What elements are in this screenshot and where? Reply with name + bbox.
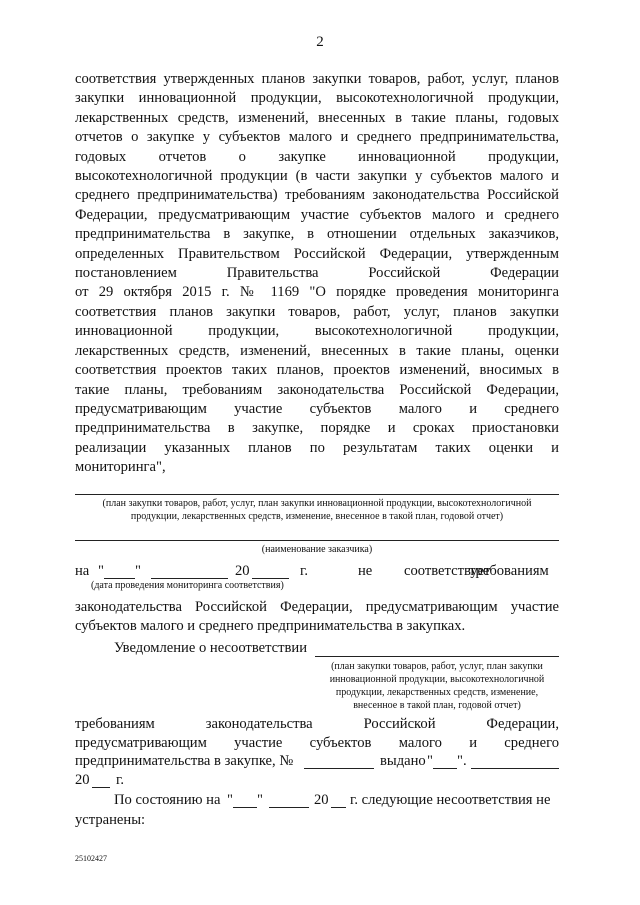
document-code: 25102427	[75, 854, 107, 863]
paragraph-line: предпринимательства в закупке, порядке и сроках приостановки	[75, 420, 559, 437]
paragraph-line: предусматривающим участие субъектов малого и среднего	[75, 400, 559, 417]
paragraph-line: субъектов малого и среднего предпринимательства в закупках.	[75, 618, 466, 635]
date-na: на	[75, 563, 90, 579]
issued-month-blank	[471, 755, 559, 769]
month-blank	[151, 565, 228, 579]
paragraph-line: законодательства Российской Федерации, предусматривающим участие	[75, 599, 559, 615]
word-trebovaniyam: требованиям	[469, 563, 549, 579]
paragraph-line: требованиям законодательства Российской Федерации,	[75, 716, 559, 732]
date-quote-close: "	[135, 563, 141, 579]
issued-g: г.	[116, 772, 124, 788]
status-month-blank	[269, 794, 309, 808]
issued-line	[75, 753, 559, 772]
issued-quote-close: ".	[457, 753, 467, 769]
plan-caption	[75, 497, 559, 523]
caption-line: (план закупки товаров, работ, услуг, план закупки	[331, 661, 543, 672]
paragraph-line: инновационной продукции, высокотехнологичной продукции,	[75, 323, 559, 340]
caption-line: инновационной продукции, высокотехнологичной	[329, 674, 545, 685]
caption-line: продукции, лекарственных средств, изменение,	[335, 687, 539, 698]
status-quote-open: "	[227, 792, 233, 808]
paragraph-line: от 29 октября 2015 г. № 1169 "О порядке проведения мониторинга	[75, 284, 559, 301]
paragraph-line: соответствия проектов таких планов, проектов изменений, вносимых в	[75, 362, 559, 379]
date-g: г.	[300, 563, 308, 579]
number-blank	[304, 755, 374, 769]
status-quote-close: "	[257, 792, 263, 808]
word-sootvetstvuet: соответствует	[404, 563, 491, 579]
paragraph-line: лекарственных средств, изменений, внесенных в такие планы, годовых	[75, 109, 559, 126]
customer-caption: (наименование заказчика)	[261, 544, 373, 555]
notice-label: Уведомление о несоответствии	[114, 640, 308, 656]
notice-caption	[315, 660, 559, 712]
paragraph-line: предпринимательства в закупке, в отношении отдельных заказчиков,	[75, 226, 559, 243]
status-suffix: г. следующие несоответствия не	[350, 792, 551, 808]
paragraph-line: Федерации, предусматривающим участие субъектов малого и среднего	[75, 206, 559, 223]
status-year-blank	[331, 794, 346, 808]
page-number: 2	[316, 34, 324, 50]
caption-line: внесенное в такой план, годовой отчет)	[353, 700, 521, 711]
paragraph-line: предусматривающим участие субъектов малого и среднего	[75, 735, 559, 752]
paragraph-line: лекарственных средств, изменений, внесенных в такие планы, оценки	[75, 342, 559, 359]
status-line	[114, 792, 559, 811]
issued-word: выдано	[380, 753, 426, 769]
plan-fill-line	[75, 494, 559, 495]
paragraph-line: мониторинга",	[75, 459, 166, 476]
status-end: устранены:	[75, 812, 146, 828]
issued-year: 20	[75, 772, 90, 788]
word-ne: не	[358, 563, 373, 579]
notice-fill-line	[315, 656, 559, 657]
paragraph-line: годовых отчетов о закупке инновационной продукции,	[75, 148, 559, 165]
day-blank	[104, 565, 135, 579]
caption-line: (план закупки товаров, работ, услуг, план закупки инновационной продукции, высокотехнологичной	[102, 498, 532, 509]
status-day-blank	[233, 794, 257, 808]
paragraph-line: соответствия утвержденных планов закупки товаров, работ, услуг, планов	[75, 71, 559, 87]
issued-day-blank	[433, 755, 457, 769]
main-paragraph	[75, 70, 559, 478]
paragraph-line: реализации указанных планов по результатам таких оценки и	[75, 439, 559, 456]
paragraph-line: высокотехнологичной продукции (в части закупки у субъектов малого и	[75, 168, 559, 185]
issued-prefix: предпринимательства в закупке, №	[75, 753, 294, 769]
paragraph-line: определенных Правительством Российской Федерации, утвержденным	[75, 245, 559, 262]
customer-fill-line	[75, 540, 559, 541]
requirement-paragraph	[75, 715, 559, 754]
paragraph-line: такие планы, требованиям законодательства Российской Федерации,	[75, 381, 559, 398]
paragraph-line: закупки инновационной продукции, высокотехнологичной продукции,	[75, 90, 559, 107]
year-blank	[252, 565, 289, 579]
paragraph-line: отчетов о закупке у субъектов малого и среднего предпринимательства,	[75, 129, 559, 146]
paragraph-line: соответствия планов закупки товаров, работ, услуг, планов закупки	[75, 303, 559, 320]
law-paragraph	[75, 598, 559, 637]
issued-quote-open: "	[427, 753, 433, 769]
issued-year-blank	[92, 774, 110, 788]
paragraph-line: постановлением Правительства Российской Федерации	[75, 265, 559, 282]
paragraph-line: среднего предпринимательства) требованиям законодательства Российской	[75, 187, 559, 204]
status-year: 20	[314, 792, 329, 808]
date-caption: (дата проведения мониторинга соответствия)	[91, 580, 284, 591]
issued-year-line	[75, 772, 195, 791]
status-prefix: По состоянию на	[114, 792, 221, 808]
caption-line: продукции, лекарственных средств, изменение, внесенное в такой план, годовой отчет)	[130, 511, 504, 522]
date-year: 20	[235, 563, 250, 579]
date-quote-open: "	[98, 563, 104, 579]
